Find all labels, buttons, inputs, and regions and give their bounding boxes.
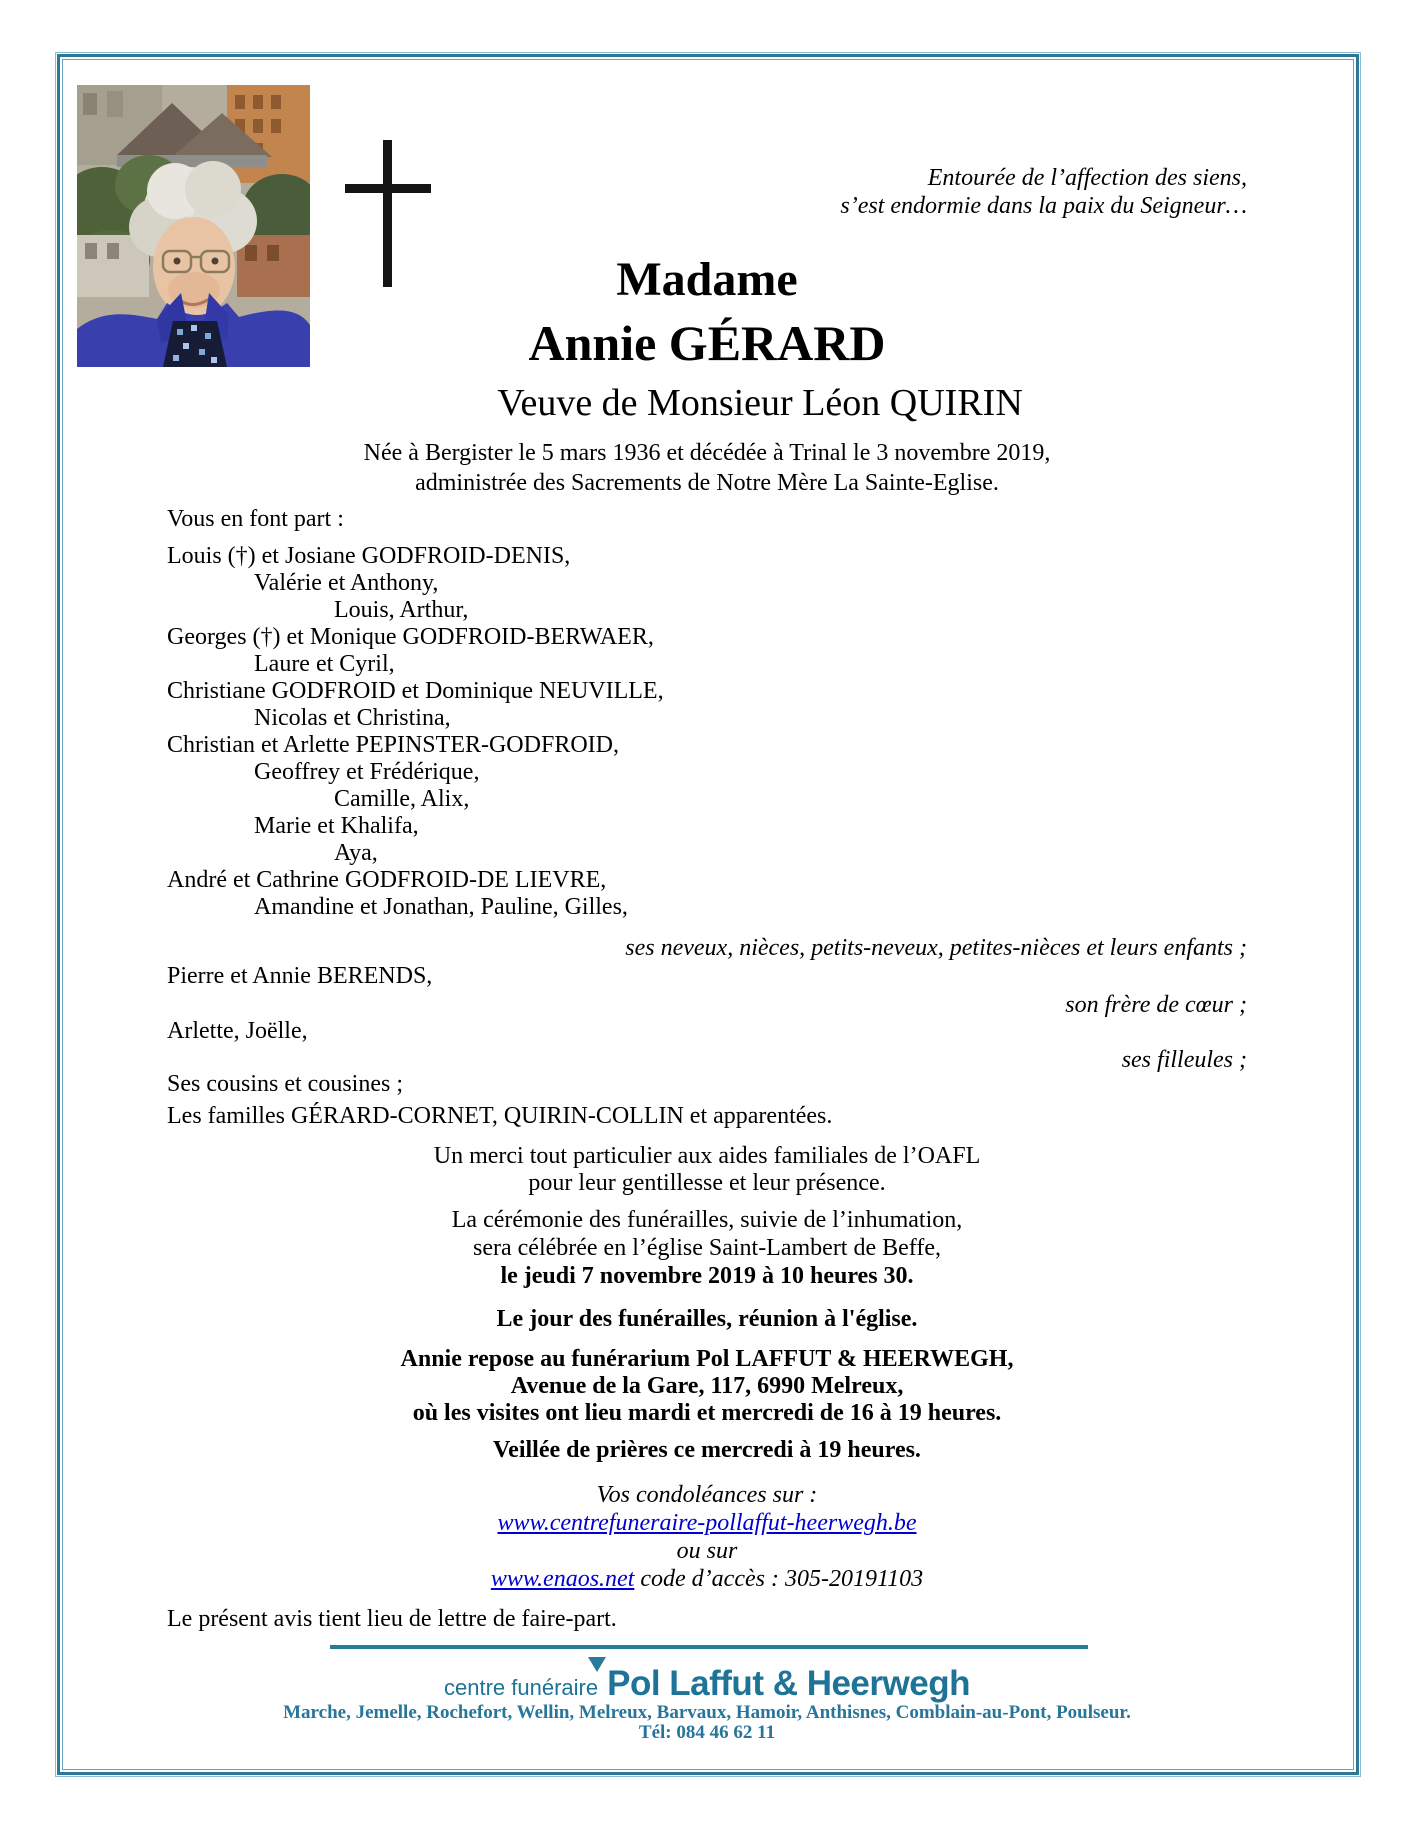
condolences-intro: Vos condoléances sur : — [596, 1482, 818, 1508]
family-line: Laure et Cyril, — [254, 651, 395, 677]
relation-label-filleules: ses filleules ; — [1121, 1047, 1247, 1073]
thanks-paragraph — [167, 1143, 1247, 1197]
funerarium-line-2: Avenue de la Gare, 117, 6990 Melreux, — [510, 1373, 904, 1399]
brand-small-label: centre funéraire — [444, 1675, 599, 1700]
funerarium-line-1: Annie repose au funérarium Pol LAFFUT & HEERWEGH, — [400, 1346, 1014, 1372]
footer-rule — [330, 1645, 1088, 1649]
family-line-arlette: Arlette, Joëlle, — [167, 1018, 308, 1044]
access-code: code d’accès : 305-20191103 — [634, 1566, 924, 1592]
veillee-line: Veillée de prières ce mercredi à 19 heures. — [493, 1437, 921, 1463]
birth-death-line-1: Née à Bergister le 5 mars 1936 et décédée à Trinal le 3 novembre 2019, — [363, 440, 1051, 466]
announcement-intro: Vous en font part : — [167, 506, 344, 532]
condolences-link-1[interactable]: www.centrefuneraire-pollaffut-heerwegh.be — [497, 1510, 917, 1536]
thanks-line-1: Un merci tout particulier aux aides familiales de l’OAFL — [433, 1143, 981, 1169]
epitaph — [167, 164, 1247, 220]
cousins-line: Ses cousins et cousines ; — [167, 1071, 403, 1097]
relation-label-frere: son frère de cœur ; — [1065, 992, 1247, 1018]
family-line: Nicolas et Christina, — [254, 705, 451, 731]
family-line: Marie et Khalifa, — [254, 813, 419, 839]
relation-label-neveux: ses neveux, nièces, petits-neveux, petites-nièces et leurs enfants ; — [625, 935, 1247, 961]
condolences-link-2[interactable]: www.enaos.net — [490, 1566, 635, 1592]
widow-line: Veuve de Monsieur Léon QUIRIN — [497, 382, 1023, 424]
family-line: Christian et Arlette PEPINSTER-GODFROID, — [167, 732, 619, 758]
family-line: Aya, — [334, 840, 378, 866]
condolences-block — [167, 1481, 1247, 1593]
brand-name: Pol Laffut & Heerwegh — [607, 1664, 970, 1703]
ceremony-line-2: sera célébrée en l’église Saint-Lambert de Beffe, — [473, 1235, 941, 1261]
family-line: Amandine et Jonathan, Pauline, Gilles, — [254, 894, 628, 920]
footer-tel: Tél: 084 46 62 11 — [638, 1722, 776, 1743]
family-line: Christiane GODFROID et Dominique NEUVILLE, — [167, 678, 664, 704]
family-line: André et Cathrine GODFROID-DE LIEVRE, — [167, 867, 607, 893]
deceased-title: Madame — [616, 253, 798, 306]
funerarium-line-3: où les visites ont lieu mardi et mercredi de 16 à 19 heures. — [412, 1400, 1002, 1426]
reunion-line: Le jour des funérailles, réunion à l'église. — [496, 1306, 918, 1332]
birth-death-block — [167, 438, 1247, 498]
family-line: Geoffrey et Frédérique, — [254, 759, 480, 785]
family-line: Georges (†) et Monique GODFROID-BERWAER, — [167, 624, 654, 650]
ceremony-paragraph — [167, 1206, 1247, 1290]
closing-line: Le présent avis tient lieu de lettre de faire-part. — [167, 1606, 617, 1632]
birth-death-line-2: administrée des Sacrements de Notre Mère La Sainte-Eglise. — [415, 470, 999, 496]
deceased-name: Annie GÉRARD — [528, 315, 886, 371]
family-line: Valérie et Anthony, — [254, 570, 439, 596]
footer-towns: Marche, Jemelle, Rochefort, Wellin, Melreux, Barvaux, Hamoir, Anthisnes, Comblain-au-Pont, Poulseur. — [283, 1702, 1131, 1723]
footer-brand — [167, 1664, 1247, 1704]
thanks-line-2: pour leur gentillesse et leur présence. — [528, 1170, 886, 1196]
family-line: Louis (†) et Josiane GODFROID-DENIS, — [167, 543, 571, 569]
epitaph-line-1: Entourée de l’affection des siens, — [927, 165, 1247, 191]
family-list — [167, 543, 1247, 921]
family-line-pierre: Pierre et Annie BERENDS, — [167, 963, 433, 989]
family-line: Camille, Alix, — [334, 786, 470, 812]
family-line: Louis, Arthur, — [334, 597, 469, 623]
familles-line: Les familles GÉRARD-CORNET, QUIRIN-COLLIN et apparentées. — [167, 1103, 833, 1129]
epitaph-line-2: s’est endormie dans la paix du Seigneur… — [840, 193, 1247, 219]
funerarium-paragraph — [167, 1346, 1247, 1427]
ceremony-date-line: le jeudi 7 novembre 2019 à 10 heures 30. — [500, 1263, 914, 1289]
ceremony-line-1: La cérémonie des funérailles, suivie de l’inhumation, — [451, 1207, 963, 1233]
condolences-or: ou sur — [676, 1538, 738, 1564]
